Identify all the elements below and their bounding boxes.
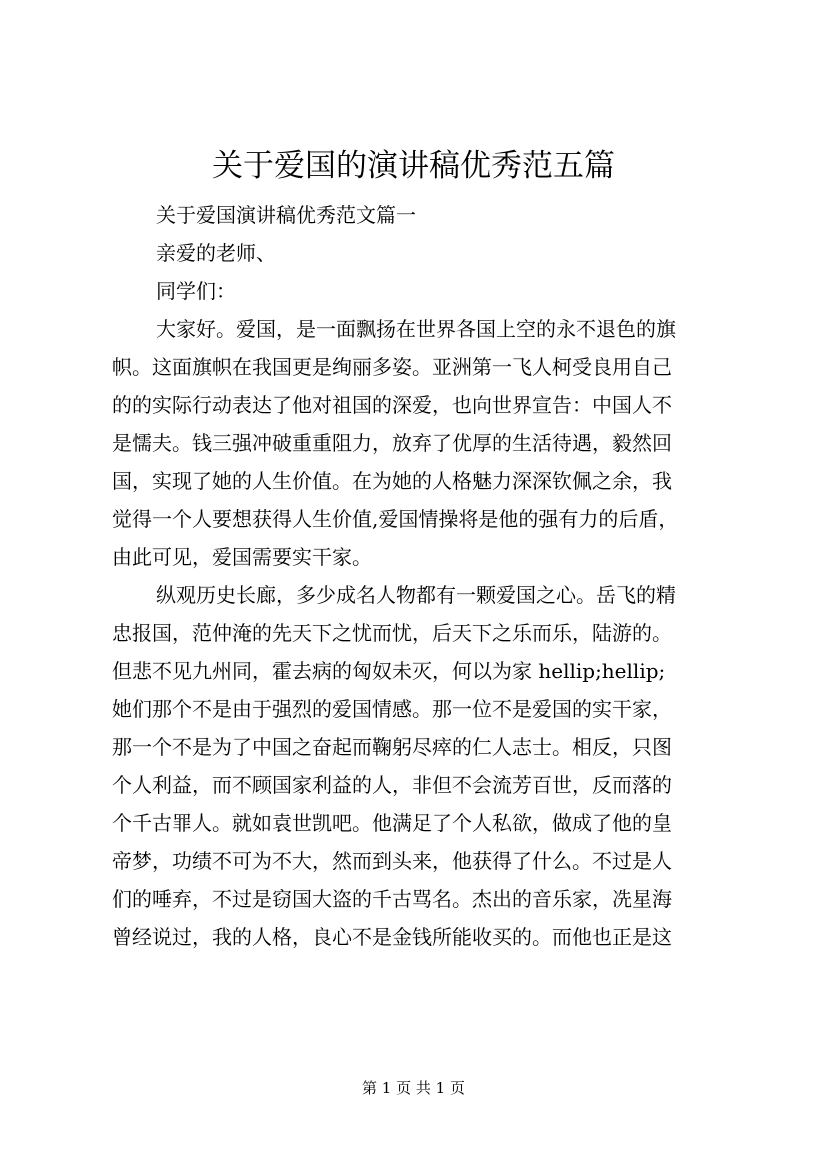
body-line: 忠报国，范仲淹的先天下之忧而忧，后天下之乐而乐，陆游的。	[112, 621, 672, 645]
body-line: 但悲不见九州同，霍去病的匈奴未灭，何以为家 hellip;hellip;	[112, 659, 666, 683]
body-line: 大家好。爱国，是一面飘扬在世界各国上空的永不退色的旗	[156, 317, 676, 341]
body-line: 由此可见，爱国需要实干家。	[112, 545, 372, 569]
body-line: 纵观历史长廊，多少成名人物都有一颗爱国之心。岳飞的精	[156, 583, 676, 607]
body-line: 那一个不是为了中国之奋起而鞠躬尽瘁的仁人志士。相反，只图	[112, 735, 672, 759]
body-line: 关于爱国演讲稿优秀范文篇一	[156, 203, 416, 227]
body-line: 是懦夫。钱三强冲破重重阻力，放弃了优厚的生活待遇，毅然回	[112, 431, 672, 455]
document-body	[112, 196, 742, 956]
body-line: 们的唾弃，不过是窃国大盗的千古骂名。杰出的音乐家，冼星海	[112, 887, 672, 911]
body-line: 帜。这面旗帜在我国更是绚丽多姿。亚洲第一飞人柯受良用自己	[112, 355, 672, 379]
body-line: 个千古罪人。就如袁世凯吧。他满足了个人私欲，做成了他的皇	[112, 811, 672, 835]
body-line: 的的实际行动表达了他对祖国的深爱，也向世界宣告：中国人不	[112, 393, 672, 417]
body-line: 帝梦，功绩不可为不大，然而到头来，他获得了什么。不过是人	[112, 849, 672, 873]
body-line: 亲爱的老师、	[156, 241, 276, 265]
document-title: 关于爱国的演讲稿优秀范五篇	[212, 148, 615, 184]
body-line: 她们那个不是由于强烈的爱国情感。那一位不是爱国的实干家，	[112, 697, 672, 721]
body-line: 个人利益，而不顾国家利益的人，非但不会流芳百世，反而落的	[112, 773, 672, 797]
body-line: 觉得一个人要想获得人生价值,爱国情操将是他的强有力的后盾，	[112, 507, 679, 531]
page-footer: 第 1 页 共 1 页	[362, 1079, 465, 1097]
body-line: 曾经说过，我的人格，良心不是金钱所能收买的。而他也正是这	[112, 925, 672, 949]
body-line: 国，实现了她的人生价值。在为她的人格魅力深深钦佩之余，我	[112, 469, 672, 493]
body-line: 同学们：	[156, 279, 236, 303]
